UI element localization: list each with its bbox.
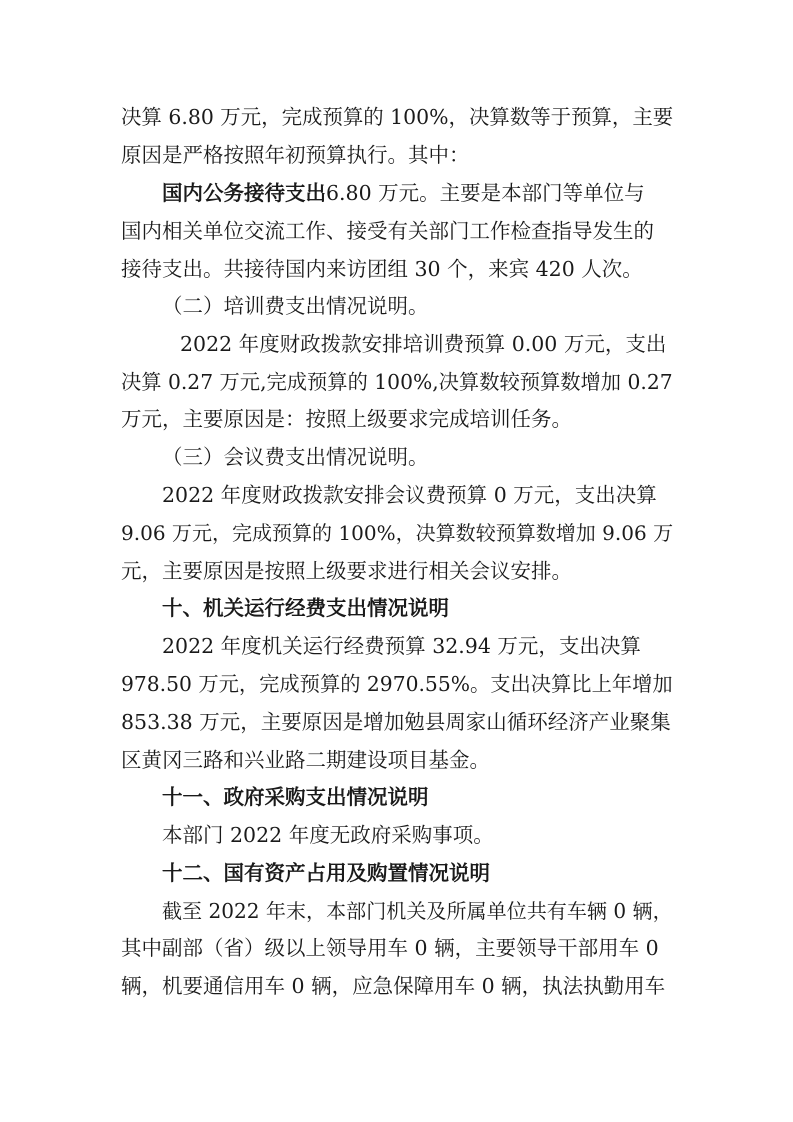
paragraph-text: 9.06 万元，完成预算的 100%，决算数较预算数增加 9.06 万 (121, 521, 674, 545)
text-line (0, 213, 793, 249)
paragraph-text: 853.38 万元，主要原因是增加勉县周家山循环经济产业聚集 (121, 710, 671, 734)
text-line (0, 666, 793, 702)
paragraph-text: 截至 2022 年末，本部门机关及所属单位共有车辆 0 辆， (162, 899, 673, 923)
paragraph-text: 其中副部（省）级以上领导用车 0 辆，主要领导干部用车 0 (121, 936, 659, 960)
text-line (0, 742, 793, 778)
subsection-heading: （三）会议费支出情况说明。 (162, 445, 429, 469)
subsection-lead: 国内公务接待支出 (162, 181, 326, 205)
paragraph-text: 万元，主要原因是：按照上级要求完成培训任务。 (121, 407, 572, 431)
text-line (0, 779, 793, 815)
section-title: 十二、国有资产占用及购置情况说明 (162, 861, 490, 885)
text-line (0, 817, 793, 853)
section-title: 十一、政府采购支出情况说明 (162, 785, 429, 809)
paragraph-text: 区黄冈三路和兴业路二期建设项目基金。 (121, 748, 490, 772)
paragraph-text: 本部门 2022 年度无政府采购事项。 (162, 823, 494, 847)
text-line (0, 930, 793, 966)
subsection-heading: （二）培训费支出情况说明。 (162, 294, 429, 318)
text-line (0, 628, 793, 664)
text-line (0, 477, 793, 513)
text-line (0, 364, 793, 400)
paragraph-text: 2022 年度财政拨款安排会议费预算 0 万元，支出决算 (162, 483, 657, 507)
text-line (0, 893, 793, 929)
paragraph-text: 国内相关单位交流工作、接受有关部门工作检查指导发生的 (121, 219, 654, 243)
text-line (0, 855, 793, 891)
text-line (0, 99, 793, 135)
text-line (0, 326, 793, 362)
text-line (0, 590, 793, 626)
paragraph-text: 6.80 万元。主要是本部门等单位与 (326, 181, 645, 205)
paragraph-text: 接待支出。共接待国内来访团组 30 个，来宾 420 人次。 (121, 257, 643, 281)
paragraph-text: 元，主要原因是按照上级要求进行相关会议安排。 (121, 559, 572, 583)
text-line (0, 553, 793, 589)
text-line (0, 515, 793, 551)
paragraph-text: 978.50 万元，完成预算的 2970.55%。支出决算比上年增加 (121, 672, 673, 696)
paragraph-text: 2022 年度机关运行经费预算 32.94 万元，支出决算 (162, 634, 641, 658)
text-line (0, 401, 793, 437)
text-line (0, 137, 793, 173)
paragraph-text: 2022 年度财政拨款安排培训费预算 0.00 万元，支出 (180, 332, 667, 356)
paragraph-text: 决算 0.27 万元,完成预算的 100%,决算数较预算数增加 0.27 (121, 370, 673, 394)
paragraph-text: 决算 6.80 万元，完成预算的 100%，决算数等于预算，主要 (121, 105, 674, 129)
text-line (0, 968, 793, 1004)
text-line (0, 704, 793, 740)
text-line (0, 175, 793, 211)
section-title: 十、机关运行经费支出情况说明 (162, 596, 449, 620)
text-line (0, 251, 793, 287)
text-line (0, 439, 793, 475)
paragraph-text: 辆，机要通信用车 0 辆，应急保障用车 0 辆，执法执勤用车 (121, 974, 666, 998)
paragraph-text: 原因是严格按照年初预算执行。其中： (121, 143, 470, 167)
text-line (0, 288, 793, 324)
